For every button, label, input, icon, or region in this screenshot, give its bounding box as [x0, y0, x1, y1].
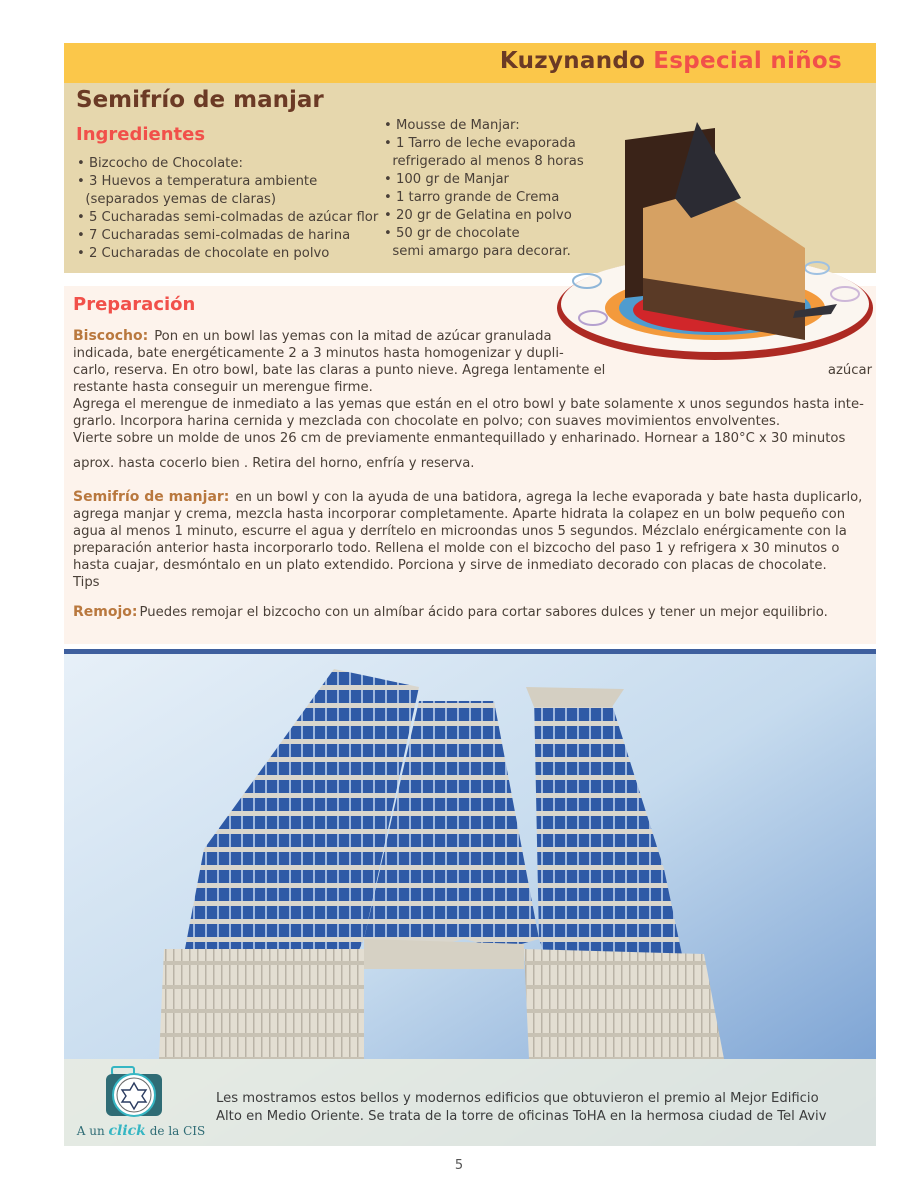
- text-fragment: azúcar: [827, 363, 872, 378]
- sky-bridge: [364, 939, 524, 969]
- photo-caption: [216, 1090, 827, 1126]
- caption-line: Les mostramos estos bellos y modernos edificios que obtuvieron el premio al Mejor Edificio: [216, 1091, 819, 1106]
- ingredient-item: • 1 Tarro de leche evaporada: [384, 136, 576, 151]
- text-line: carlo, reserva. En otro bowl, bate las claras a punto nieve. Agrega lentamente el: [73, 363, 606, 378]
- ingredient-item: • 20 gr de Gelatina en polvo: [384, 208, 572, 223]
- text-line: indicada, bate energéticamente 2 a 3 minutos hasta homogenizar y dupli-: [73, 346, 564, 361]
- section-name: Especial niños: [653, 48, 842, 74]
- text-line: Pon en un bowl las yemas con la mitad de azúcar granulada: [154, 329, 552, 344]
- logo-wordmark: [76, 1123, 206, 1139]
- remojo-paragraph: [73, 604, 871, 621]
- text-line: Vierte sobre un molde de unos 26 cm de previamente enmantequillado y enharinado. Hornear a 180°C x 30 minutos: [73, 431, 846, 446]
- text-line: agrega manjar y crema, mezcla hasta incorporar completamente. Aparte hidrata la colapez en un bolw pequeño con: [73, 507, 846, 522]
- header-bar: [64, 43, 876, 83]
- text-line: aprox. hasta cocerlo bien . Retira del horno, enfría y reserva.: [73, 456, 475, 471]
- text-line: Tips: [73, 575, 100, 590]
- ingredient-item: refrigerado al menos 8 horas: [384, 154, 584, 169]
- ingredients-heading: Ingredientes: [76, 124, 206, 145]
- cake-slice-image: [555, 118, 875, 368]
- text-line: grarlo. Incorpora harina cernida y mezclada con chocolate en polvo; con suaves movimientos envolventes.: [73, 414, 781, 429]
- roof-canopy: [526, 687, 624, 707]
- text-line: preparación anterior hasta incorporarlo todo. Rellena el molde con el bizcocho del paso 1 y refrigera x 30 minutos o: [73, 541, 840, 556]
- ingredient-item: • 7 Cucharadas semi-colmadas de harina: [77, 228, 351, 243]
- text-line: en un bowl y con la ayuda de una batidora, agrega la leche evaporada y bate hasta duplicarlo,: [235, 490, 863, 505]
- text-line: Agrega el merengue de inmediato a las yemas que están en el otro bowl y bate solamente x unos segundos hasta inte-: [73, 397, 864, 412]
- text-line: hasta cuajar, desmóntalo en un plato extendido. Porciona y sirve de inmediato decorado con placas de chocolate.: [73, 558, 827, 573]
- brand-name: Kuzynando: [499, 48, 646, 74]
- caption-strip: [64, 1059, 876, 1146]
- ingredients-list-mousse: [384, 117, 584, 261]
- semifrio-paragraph: [73, 489, 871, 591]
- tower-base-right: [524, 949, 724, 1059]
- ingredient-item: • 100 gr de Manjar: [384, 172, 509, 187]
- logo-suffix: de la CIS: [149, 1124, 206, 1138]
- ingredient-item: • 2 Cucharadas de chocolate en polvo: [77, 246, 330, 261]
- remojo-label: Remojo:: [73, 604, 138, 620]
- photo-top-border: [64, 649, 876, 654]
- magazine-title: [500, 48, 842, 74]
- text-line: Puedes remojar el bizcocho con un almíbar ácido para cortar sabores dulces y tener un mejor equilibrio.: [139, 605, 828, 620]
- preparation-heading: Preparación: [73, 294, 196, 315]
- ingredient-item: • Mousse de Manjar:: [384, 118, 520, 133]
- logo-prefix: A un: [76, 1124, 105, 1138]
- text-line: agua al menos 1 minuto, escurre el agua y derrítelo en microondas unos 5 segundos. Mézclalo enérgicamente con la: [73, 524, 847, 539]
- ingredient-item: • 3 Huevos a temperatura ambiente: [77, 174, 318, 189]
- ingredient-item: semi amargo para decorar.: [384, 244, 571, 259]
- text-line: restante hasta conseguir un merengue firme.: [73, 380, 373, 395]
- ingredients-list-bizcocho: [77, 155, 378, 263]
- camera-star-icon: [72, 1065, 196, 1125]
- ingredient-item: • 1 tarro grande de Crema: [384, 190, 560, 205]
- ingredient-item: • 5 Cucharadas semi-colmadas de azúcar flor: [77, 210, 379, 225]
- caption-line: Alto en Medio Oriente. Se trata de la torre de oficinas ToHA en la hermosa ciudad de Tel Aviv: [216, 1109, 827, 1124]
- biscocho-label: Biscocho:: [73, 328, 149, 344]
- tower-base-left: [159, 949, 364, 1059]
- cis-logo: [72, 1065, 206, 1143]
- ingredient-item: (separados yemas de claras): [77, 192, 277, 207]
- ingredient-item: • Bizcocho de Chocolate:: [77, 156, 243, 171]
- page-number: 5: [454, 1158, 464, 1173]
- building-photo: [64, 649, 876, 1146]
- recipe-title: Semifrío de manjar: [76, 87, 324, 113]
- ingredient-item: • 50 gr de chocolate: [384, 226, 520, 241]
- logo-click: click: [108, 1123, 146, 1139]
- semifrio-label: Semifrío de manjar:: [73, 489, 230, 505]
